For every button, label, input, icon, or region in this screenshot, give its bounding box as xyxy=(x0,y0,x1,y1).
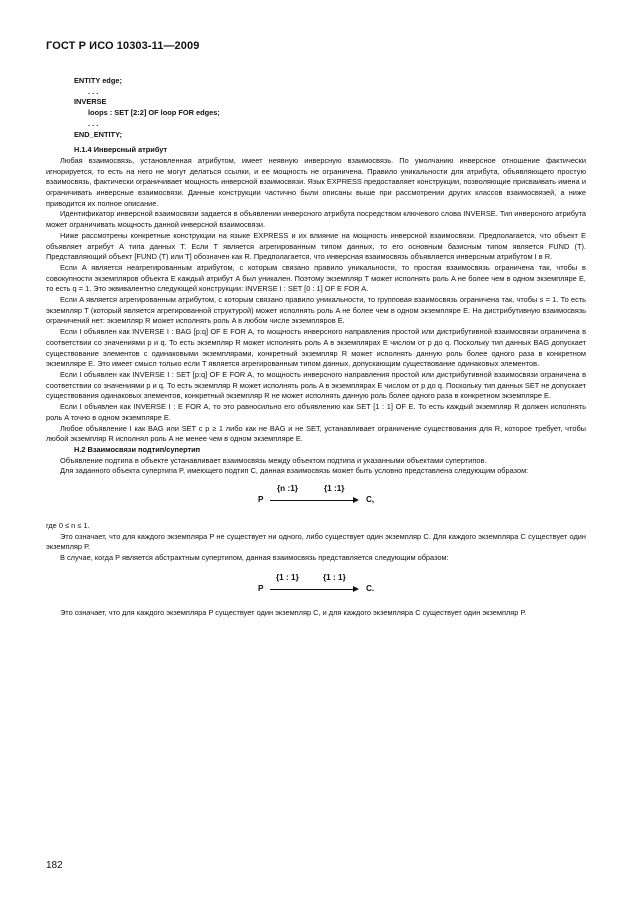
diagram-supertype-label: P xyxy=(258,583,264,593)
paragraph: В случае, когда P является абстрактным супертипом, данная взаимосвязь представляется следующим образом: xyxy=(60,553,449,563)
paragraph: Объявление подтипа в объекте устанавливает взаимосвязь между объектом подтипа и указанными объектами супертипов. xyxy=(60,455,487,465)
paragraph: где 0 ≤ n ≤ 1. xyxy=(46,521,90,531)
code-line: ENTITY edge; xyxy=(74,76,122,85)
diagram-cardinality-label: {n :1} xyxy=(277,484,298,494)
code-line: . . . xyxy=(88,86,99,96)
code-line: INVERSE xyxy=(74,97,107,107)
paragraph: Идентификатор инверсной взаимосвязи задается в объявлении инверсного атрибута посредством ключевого слова INVERSE. Тип инверсного атрибута может ограничивать мощность данной инверсной взаимосвязи. xyxy=(46,209,586,230)
section-heading: H.2 Взаимосвязи подтип/супертип xyxy=(74,444,201,454)
diagram-arrow-line xyxy=(270,500,354,501)
paragraph: Для заданного объекта супертипа P, имеющего подтип C, данная взаимосвязь может быть условно представлена следующим образом: xyxy=(60,466,529,476)
paragraph: Если A является неагрегированным атрибутом, с которым связано правило уникальности, то простая взаимосвязь ограничена так, чтобы в совокупности экземпляров объекта E каждый атрибут A был уникален. Поэтому экземпляр T может исполнять роль A не более чем в одном экземпляре E, то есть q = 1. Это эквивалентно следующей конструкции: INVERSE I : SET [0 : 1] OF E FOR A. xyxy=(46,262,586,294)
paragraph: Если I объявлен как INVERSE I : BAG [p:q] OF E FOR A, то мощность инверсного направления простой или дистрибутивной взаимосвязи ограничена в соответствии со значениями p и q. То есть экземпляр R может исполнять роль A в экземплярах E числом от p до q. Поскольку тип данных BAG допускает существование элементов с одинаковыми экземплярами, конкретный экземпляр R может исполнять данную роль более одного раза в конкретном экземпляре E. Это имеет смысл только если T является агрегированным типом данных, допускающим существование одинаковых элементов. xyxy=(46,327,586,369)
paragraph: Любое объявление I как BAG или SET с p ≥ 1 либо как не BAG и не SET, устанавливает ограничение существования для R, которое требует, чтобы любой экземпляр R исполнял роль A не менее чем в одном экземпляре E. xyxy=(46,423,586,444)
diagram-cardinality-label: {1 : 1} xyxy=(323,572,346,582)
paragraph: Если A является агрегированным атрибутом, с которым связано правило уникальности, то групповая взаимосвязь ограничена так, чтобы s = 1. То есть экземпляр T (который является агрегированной структурой) может исполнять роль A не более чем в одном экземпляре E. На дистрибутивную взаимосвязь ограничений нет: экземпляр R может исполнять роль A в любом числе экземпляров E. xyxy=(46,295,586,326)
diagram-cardinality-label: {1 : 1} xyxy=(276,572,299,582)
paragraph: Это означает, что для каждого экземпляра P не существует ни одного, либо существует один экземпляр C. Для каждого экземпляра C существует один экземпляр P. xyxy=(46,531,586,552)
arrowhead-icon xyxy=(353,586,359,592)
page-content xyxy=(46,76,586,619)
code-line: . . . xyxy=(88,118,99,128)
paragraph: Ниже рассмотрены конкретные конструкции на языке EXPRESS и их влияние на мощность инверсной взаимосвязи. Предполагается, что объект E объявляет атрибут A типа данных T. Если T является агрегированным типом данных, то его основным базисным типом является FUND (T). Представляющий объект [FUND (T) или T] обозначен как R. Предполагается, что инверсная взаимосвязь объявляется инверсным атрибутом I в R. xyxy=(46,230,586,262)
paragraph: Если I объявлен как INVERSE I : E FOR A, то это равносильно его объявлению как SET [1 : 1] OF E. То есть каждый экземпляр R должен исполнять роль A точно в одном экземпляре E. xyxy=(46,402,586,422)
code-line: END_ENTITY; xyxy=(74,129,122,139)
diagram-supertype-label: P xyxy=(258,495,264,505)
diagram-arrow-line xyxy=(270,589,354,590)
diagram-subtype-label: C. xyxy=(366,583,375,593)
paragraph: Это означает, что для каждого экземпляра P существует один экземпляр C, и для каждого экземпляра C существует один экземпляр P. xyxy=(60,607,527,617)
diagram-subtype-label: C, xyxy=(366,495,375,505)
section-heading: H.1.4 Инверсный атрибут xyxy=(74,145,168,155)
code-line: loops : SET [2:2] OF loop FOR edges; xyxy=(88,108,220,118)
relationship-diagram-2 xyxy=(46,568,586,604)
relationship-diagram-1 xyxy=(46,481,586,517)
page-number: 182 xyxy=(46,860,63,871)
page-header: ГОСТ Р ИСО 10303-11—2009 xyxy=(46,40,200,52)
paragraph: Любая взаимосвязь, установленная атрибутом, имеет неявную инверсную взаимосвязь. По умолчанию инверсное отношение фактически игнорируется, то есть на него не могут делаться ссылки, и ее мощность не ограничена. Правило уникальности для атрибута, объявляющего простую взаимосвязь, фактически ограничивает мощность инверсной взаимосвязи. Язык EXPRESS предоставляет конструкции, позволяющие присваивать имена и ограничивать инверсные взаимосвязи. Данные конструкции частично были описаны выше при рассмотрении других классов взаимосвязей, а ниже приводится их полное описание. xyxy=(46,155,586,208)
diagram-cardinality-label: {1 :1} xyxy=(324,484,345,494)
paragraph: Если I объявлен как INVERSE I : SET [p:q] OF E FOR A, то мощность инверсного направления простой или дистрибутивной взаимосвязи ограничена в соответствии со значениями p и q. То есть экземпляр R может исполнять роль A в экземплярах E числом от p до q. Поскольку тип данных SET не допускает существования одинаковых элементов, конкретный экземпляр R не может исполнять данную роль более одного раза в конкретном экземпляре E. xyxy=(46,369,586,401)
arrowhead-icon xyxy=(353,497,359,503)
